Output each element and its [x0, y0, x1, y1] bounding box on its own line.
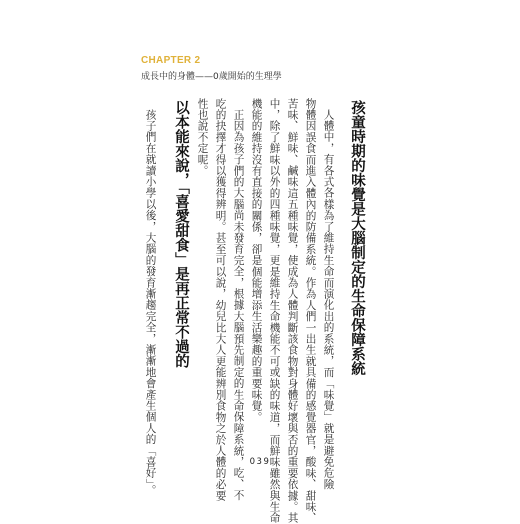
body-line: 物體因誤食而進入體內的防備系統。作為人們一出生就具備的感覺器官，酸味、甜味、 [304, 98, 317, 524]
chapter-label: CHAPTER 2 [141, 55, 201, 66]
body-line: 孩子們在就讀小學以後，大腦的發育漸趨完全，漸漸地會產生個人的「喜好」。 [144, 109, 157, 496]
body-line: 苦味、鮮味、鹹味這五種味覺，使成為人體判斷該食物對身體好壞與否的重要依據。其 [286, 98, 299, 524]
body-line: 機能的維持沒有直接的關係，卻是個能增添生活樂趣的重要味覺。 [250, 98, 263, 423]
body-line: 性也說不定呢。 [196, 98, 209, 177]
body-line: 吃的抉擇才得以獲得辨明。甚至可以說，幼兒比大人更能辨別食物之於人體的必要 [214, 98, 227, 502]
section-heading: 以本能來說，「喜愛甜食」是再正常不過的 [173, 100, 189, 369]
section-heading: 孩童時期的味覺是大腦制定的生命保障系統 [349, 100, 365, 376]
body-line: 人體中，有各式各樣為了維持生命而演化出的系統，而「味覺」就是避免危險 [322, 109, 335, 490]
chapter-subtitle: 成長中的身體——0歲開始的生理學 [141, 72, 282, 82]
body-line: 中，除了鮮味以外的四種味覺，更是維持生命機能不可或缺的味道，而鮮味雖然與生命 [268, 98, 281, 524]
body-line: 正因為孩子們的大腦尚未發育完全，根據大腦預先制定的生命保障系統，吃、不 [232, 109, 245, 501]
page-number: 039 [249, 457, 271, 467]
